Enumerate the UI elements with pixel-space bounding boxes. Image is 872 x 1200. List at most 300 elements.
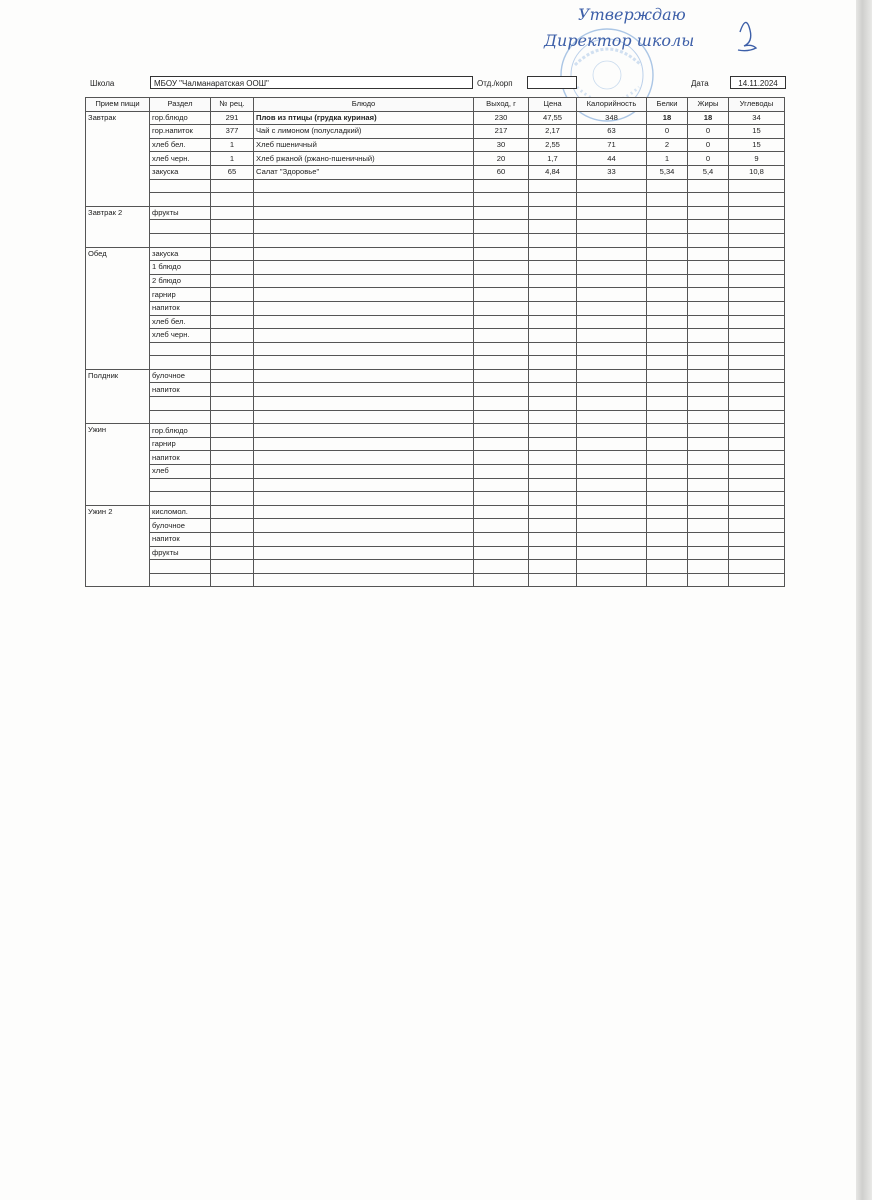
cell-fat — [688, 274, 729, 288]
cell-section — [150, 356, 211, 370]
cell-out — [474, 410, 529, 424]
cell-fat: 0 — [688, 152, 729, 166]
cell-price — [529, 573, 577, 587]
cell-price — [529, 220, 577, 234]
cell-rec — [211, 437, 254, 451]
cell-rec: 291 — [211, 111, 254, 125]
cell-fat — [688, 288, 729, 302]
table-header-row — [86, 98, 785, 112]
cell-fat — [688, 356, 729, 370]
cell-carb — [729, 342, 785, 356]
cell-fat — [688, 329, 729, 343]
cell-fat — [688, 492, 729, 506]
cell-prot — [647, 356, 688, 370]
cell-section: напиток — [150, 451, 211, 465]
table-row — [86, 138, 785, 152]
cell-fat: 0 — [688, 138, 729, 152]
cell-out — [474, 233, 529, 247]
cell-fat — [688, 437, 729, 451]
cell-price — [529, 465, 577, 479]
menu-table — [85, 97, 785, 587]
cell-section: гарнир — [150, 437, 211, 451]
cell-carb — [729, 478, 785, 492]
cell-dish — [254, 247, 474, 261]
cell-rec — [211, 492, 254, 506]
col-header: Блюдо — [254, 98, 474, 112]
cell-prot — [647, 410, 688, 424]
cell-rec — [211, 505, 254, 519]
cell-rec — [211, 546, 254, 560]
cell-prot: 18 — [647, 111, 688, 125]
table-row — [86, 125, 785, 139]
meal-name: Завтрак — [86, 111, 150, 206]
cell-carb: 34 — [729, 111, 785, 125]
school-label: Школа — [90, 79, 115, 88]
table-row — [86, 329, 785, 343]
cell-out — [474, 261, 529, 275]
cell-out — [474, 193, 529, 207]
cell-price — [529, 410, 577, 424]
cell-section: закуска — [150, 165, 211, 179]
school-field: МБОУ "Чалманаратская ООШ" — [150, 76, 473, 89]
cell-kcal — [577, 342, 647, 356]
cell-dish — [254, 369, 474, 383]
cell-price — [529, 478, 577, 492]
cell-kcal — [577, 233, 647, 247]
cell-rec — [211, 410, 254, 424]
cell-price: 2,55 — [529, 138, 577, 152]
cell-rec — [211, 220, 254, 234]
cell-kcal — [577, 424, 647, 438]
cell-dish: Плов из птицы (грудка куриная) — [254, 111, 474, 125]
meal-name: Завтрак 2 — [86, 206, 150, 247]
cell-fat — [688, 383, 729, 397]
cell-section: хлеб — [150, 465, 211, 479]
cell-fat: 0 — [688, 125, 729, 139]
cell-prot — [647, 342, 688, 356]
table-row — [86, 288, 785, 302]
cell-dish — [254, 465, 474, 479]
cell-section — [150, 410, 211, 424]
cell-section — [150, 179, 211, 193]
cell-out — [474, 301, 529, 315]
cell-prot — [647, 329, 688, 343]
cell-dish — [254, 342, 474, 356]
cell-kcal — [577, 573, 647, 587]
cell-price — [529, 193, 577, 207]
cell-section: закуска — [150, 247, 211, 261]
cell-carb — [729, 329, 785, 343]
cell-rec — [211, 288, 254, 302]
cell-prot: 1 — [647, 152, 688, 166]
cell-rec — [211, 383, 254, 397]
cell-dish — [254, 573, 474, 587]
cell-section: фрукты — [150, 546, 211, 560]
cell-price — [529, 560, 577, 574]
cell-carb — [729, 397, 785, 411]
cell-dish — [254, 356, 474, 370]
cell-carb — [729, 274, 785, 288]
cell-rec — [211, 369, 254, 383]
table-row — [86, 410, 785, 424]
cell-kcal: 33 — [577, 165, 647, 179]
cell-price — [529, 437, 577, 451]
col-header: Белки — [647, 98, 688, 112]
cell-prot — [647, 573, 688, 587]
table-row — [86, 424, 785, 438]
menu-body — [86, 111, 785, 587]
cell-kcal — [577, 220, 647, 234]
cell-fat — [688, 247, 729, 261]
cell-kcal: 71 — [577, 138, 647, 152]
cell-carb — [729, 519, 785, 533]
cell-out — [474, 505, 529, 519]
cell-prot — [647, 437, 688, 451]
cell-out — [474, 397, 529, 411]
cell-rec — [211, 206, 254, 220]
cell-kcal — [577, 383, 647, 397]
cell-dish — [254, 274, 474, 288]
signature-handwriting — [540, 2, 770, 62]
cell-out — [474, 383, 529, 397]
cell-kcal — [577, 397, 647, 411]
cell-out — [474, 369, 529, 383]
cell-price — [529, 179, 577, 193]
table-row — [86, 519, 785, 533]
cell-price — [529, 369, 577, 383]
dept-field — [527, 76, 577, 89]
table-row — [86, 179, 785, 193]
cell-kcal: 44 — [577, 152, 647, 166]
cell-out — [474, 437, 529, 451]
cell-dish — [254, 478, 474, 492]
cell-out — [474, 206, 529, 220]
cell-out: 30 — [474, 138, 529, 152]
cell-kcal — [577, 478, 647, 492]
cell-price — [529, 356, 577, 370]
cell-fat — [688, 505, 729, 519]
cell-price — [529, 261, 577, 275]
cell-dish — [254, 519, 474, 533]
cell-section: хлеб черн. — [150, 152, 211, 166]
cell-section: напиток — [150, 301, 211, 315]
cell-prot — [647, 193, 688, 207]
table-row — [86, 369, 785, 383]
cell-rec — [211, 533, 254, 547]
cell-out — [474, 315, 529, 329]
cell-carb — [729, 261, 785, 275]
cell-section — [150, 193, 211, 207]
cell-kcal — [577, 369, 647, 383]
cell-dish: Хлеб пшеничный — [254, 138, 474, 152]
cell-fat — [688, 179, 729, 193]
cell-section — [150, 342, 211, 356]
cell-dish — [254, 206, 474, 220]
cell-carb — [729, 206, 785, 220]
cell-fat — [688, 206, 729, 220]
cell-dish — [254, 560, 474, 574]
cell-dish: Салат "Здоровье" — [254, 165, 474, 179]
cell-out — [474, 220, 529, 234]
cell-kcal — [577, 193, 647, 207]
cell-section: хлеб черн. — [150, 329, 211, 343]
cell-kcal — [577, 465, 647, 479]
cell-carb — [729, 220, 785, 234]
table-row — [86, 560, 785, 574]
cell-price — [529, 397, 577, 411]
cell-carb — [729, 179, 785, 193]
col-header: Углеводы — [729, 98, 785, 112]
cell-fat — [688, 193, 729, 207]
cell-dish — [254, 301, 474, 315]
cell-kcal — [577, 546, 647, 560]
cell-kcal — [577, 519, 647, 533]
cell-carb — [729, 533, 785, 547]
cell-kcal — [577, 288, 647, 302]
col-header: Прием пищи — [86, 98, 150, 112]
cell-section: булочное — [150, 369, 211, 383]
cell-kcal: 63 — [577, 125, 647, 139]
cell-out — [474, 329, 529, 343]
cell-price — [529, 533, 577, 547]
col-header: № рец. — [211, 98, 254, 112]
cell-fat — [688, 546, 729, 560]
cell-price: 1,7 — [529, 152, 577, 166]
cell-carb — [729, 437, 785, 451]
cell-carb — [729, 573, 785, 587]
cell-kcal — [577, 356, 647, 370]
cell-out — [474, 274, 529, 288]
cell-rec: 1 — [211, 152, 254, 166]
cell-section: гор.блюдо — [150, 424, 211, 438]
table-row — [86, 274, 785, 288]
cell-dish — [254, 397, 474, 411]
cell-dish — [254, 410, 474, 424]
table-row — [86, 478, 785, 492]
table-row — [86, 573, 785, 587]
cell-carb — [729, 369, 785, 383]
cell-section — [150, 478, 211, 492]
cell-section: хлеб бел. — [150, 138, 211, 152]
dept-label: Отд./корп — [477, 79, 513, 88]
table-row — [86, 533, 785, 547]
cell-carb — [729, 424, 785, 438]
cell-kcal — [577, 505, 647, 519]
cell-dish: Хлеб ржаной (ржано-пшеничный) — [254, 152, 474, 166]
table-row — [86, 546, 785, 560]
cell-prot — [647, 261, 688, 275]
cell-rec — [211, 397, 254, 411]
cell-carb — [729, 410, 785, 424]
cell-kcal — [577, 492, 647, 506]
cell-price — [529, 315, 577, 329]
cell-out — [474, 465, 529, 479]
cell-carb — [729, 492, 785, 506]
cell-rec — [211, 274, 254, 288]
cell-fat — [688, 315, 729, 329]
col-header: Калорийность — [577, 98, 647, 112]
cell-kcal: 348 — [577, 111, 647, 125]
cell-out — [474, 533, 529, 547]
cell-carb — [729, 247, 785, 261]
cell-carb — [729, 465, 785, 479]
cell-dish — [254, 288, 474, 302]
header-row — [88, 76, 785, 92]
cell-price — [529, 342, 577, 356]
col-header: Жиры — [688, 98, 729, 112]
cell-fat — [688, 261, 729, 275]
cell-prot — [647, 397, 688, 411]
cell-section — [150, 560, 211, 574]
cell-kcal — [577, 560, 647, 574]
cell-prot — [647, 465, 688, 479]
table-row — [86, 383, 785, 397]
cell-section: булочное — [150, 519, 211, 533]
cell-section: фрукты — [150, 206, 211, 220]
cell-prot — [647, 451, 688, 465]
cell-prot — [647, 533, 688, 547]
cell-rec: 65 — [211, 165, 254, 179]
cell-dish — [254, 233, 474, 247]
cell-rec — [211, 560, 254, 574]
cell-rec — [211, 573, 254, 587]
cell-out: 230 — [474, 111, 529, 125]
cell-price — [529, 274, 577, 288]
cell-section — [150, 573, 211, 587]
cell-section: 1 блюдо — [150, 261, 211, 275]
cell-out: 60 — [474, 165, 529, 179]
cell-rec — [211, 478, 254, 492]
date-field: 14.11.2024 — [730, 76, 786, 89]
cell-rec — [211, 193, 254, 207]
cell-section: гор.напиток — [150, 125, 211, 139]
cell-fat — [688, 233, 729, 247]
cell-dish — [254, 451, 474, 465]
cell-dish — [254, 546, 474, 560]
col-header: Цена — [529, 98, 577, 112]
table-row — [86, 342, 785, 356]
cell-price — [529, 383, 577, 397]
cell-dish — [254, 492, 474, 506]
cell-out — [474, 451, 529, 465]
cell-rec — [211, 179, 254, 193]
cell-dish — [254, 179, 474, 193]
cell-prot — [647, 424, 688, 438]
cell-section — [150, 492, 211, 506]
cell-fat — [688, 478, 729, 492]
cell-carb: 15 — [729, 125, 785, 139]
table-row — [86, 397, 785, 411]
cell-prot — [647, 220, 688, 234]
signature-line-2: Директор школы — [544, 31, 695, 50]
cell-section: гарнир — [150, 288, 211, 302]
cell-rec — [211, 233, 254, 247]
cell-out — [474, 342, 529, 356]
cell-price — [529, 519, 577, 533]
table-row — [86, 451, 785, 465]
table-row — [86, 111, 785, 125]
cell-prot — [647, 492, 688, 506]
cell-fat — [688, 220, 729, 234]
cell-section: напиток — [150, 533, 211, 547]
table-row — [86, 165, 785, 179]
cell-fat — [688, 410, 729, 424]
cell-price — [529, 329, 577, 343]
cell-price — [529, 505, 577, 519]
cell-dish — [254, 193, 474, 207]
cell-section: 2 блюдо — [150, 274, 211, 288]
cell-carb — [729, 560, 785, 574]
cell-kcal — [577, 301, 647, 315]
cell-price — [529, 546, 577, 560]
cell-carb — [729, 315, 785, 329]
cell-fat: 5,4 — [688, 165, 729, 179]
cell-dish — [254, 261, 474, 275]
cell-kcal — [577, 315, 647, 329]
cell-rec — [211, 247, 254, 261]
cell-out: 20 — [474, 152, 529, 166]
cell-kcal — [577, 247, 647, 261]
table-row — [86, 437, 785, 451]
cell-kcal — [577, 274, 647, 288]
cell-fat — [688, 519, 729, 533]
cell-prot: 0 — [647, 125, 688, 139]
cell-out — [474, 546, 529, 560]
cell-fat — [688, 301, 729, 315]
cell-rec — [211, 465, 254, 479]
cell-fat — [688, 451, 729, 465]
cell-carb — [729, 288, 785, 302]
cell-rec — [211, 261, 254, 275]
cell-price — [529, 206, 577, 220]
cell-fat — [688, 465, 729, 479]
table-row — [86, 247, 785, 261]
cell-carb — [729, 233, 785, 247]
cell-rec: 1 — [211, 138, 254, 152]
cell-fat — [688, 573, 729, 587]
cell-kcal — [577, 451, 647, 465]
cell-price — [529, 288, 577, 302]
cell-rec — [211, 424, 254, 438]
table-row — [86, 315, 785, 329]
cell-rec — [211, 329, 254, 343]
table-row — [86, 356, 785, 370]
cell-fat — [688, 533, 729, 547]
cell-out — [474, 573, 529, 587]
cell-out — [474, 288, 529, 302]
cell-prot — [647, 546, 688, 560]
cell-rec — [211, 451, 254, 465]
cell-prot — [647, 519, 688, 533]
cell-carb: 15 — [729, 138, 785, 152]
cell-dish — [254, 533, 474, 547]
cell-fat — [688, 342, 729, 356]
cell-section: гор.блюдо — [150, 111, 211, 125]
cell-carb — [729, 505, 785, 519]
cell-prot — [647, 383, 688, 397]
cell-prot — [647, 274, 688, 288]
cell-out — [474, 424, 529, 438]
table-row — [86, 233, 785, 247]
cell-carb — [729, 546, 785, 560]
cell-prot — [647, 206, 688, 220]
cell-dish — [254, 220, 474, 234]
cell-out — [474, 356, 529, 370]
cell-kcal — [577, 533, 647, 547]
cell-kcal — [577, 179, 647, 193]
cell-fat — [688, 397, 729, 411]
cell-rec — [211, 301, 254, 315]
